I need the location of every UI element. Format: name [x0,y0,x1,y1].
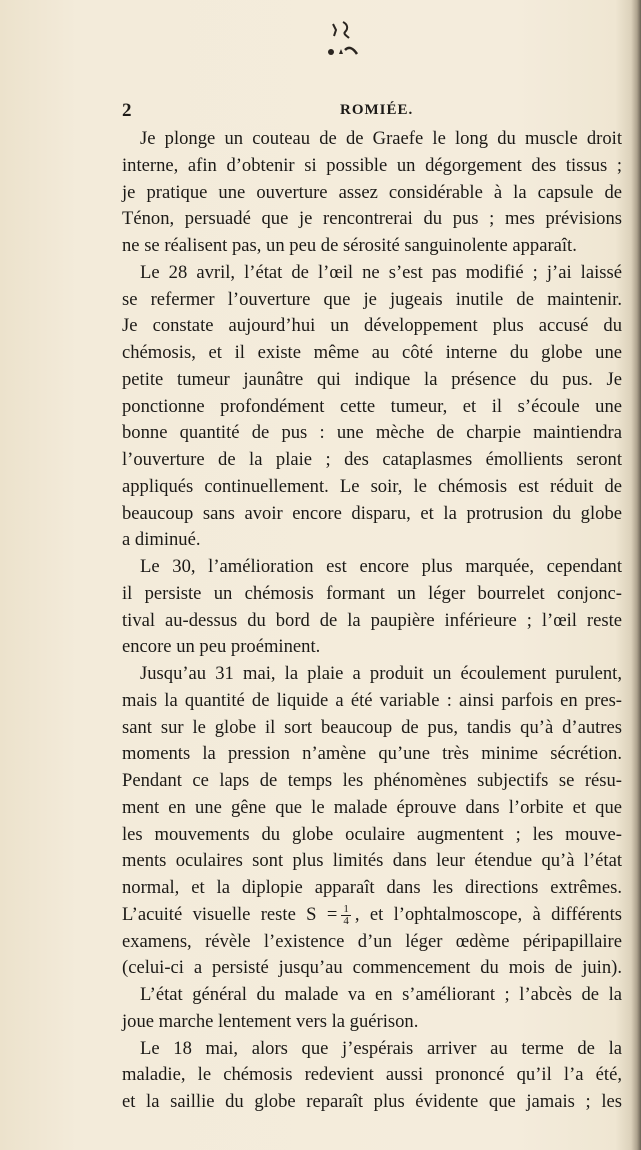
text-line: Je plonge un couteau de de Graefe le long du muscle droit [140,128,622,149]
page-edge-shadow [631,0,641,1150]
text-line: ne se réalisent pas, un peu de sérosité sanguinolente apparaît. [122,235,577,256]
text-line: (celui-ci a persisté jusqu’au commencement du mois de juin). [122,957,622,979]
text-line: Le 30, l’amélioration est encore plus marquée, cependant [140,556,622,577]
text-line: l’ouverture de la plaie ; des cataplasmes émollients seront [122,449,622,470]
text-line: ment en une gêne que le malade éprouve dans l’orbite et que [122,796,622,818]
acuity-line [122,902,622,929]
text-line: Je constate aujourd’hui un développement plus accusé du [122,315,622,337]
fraction-denominator: 4 [343,914,349,927]
text-line: a diminué. [122,529,201,551]
page-header [122,100,578,124]
acuity-text-before: L’acuité visuelle reste S = [122,903,338,925]
text-line: maladie, le chémosis redevient aussi prononcé qu’il l’a été, [122,1064,622,1086]
text-line: beaucoup sans avoir encore disparu, et la protrusion du globe [122,502,622,524]
fraction-numerator: 1 [343,902,349,915]
body-text [122,126,622,1116]
acuity-text-after: , et l’ophtalmoscope, à différents [354,903,622,925]
text-line: il persiste un chémosis formant un léger bourrelet conjonc- [122,582,622,604]
text-line: et la saillie du globe reparaît plus évidente que jamais ; les [122,1091,622,1112]
text-line: chémosis, et il existe même au côté interne du globe une [122,342,622,363]
text-line: appliqués continuellement. Le soir, le chémosis est réduit de [122,475,622,497]
text-line: tival au-dessus du bord de la paupière inférieure ; l’œil reste [122,609,622,631]
ink-stamp-mark [323,16,363,66]
running-title: ROMIÉE. [340,102,414,118]
acuity-fraction [341,904,351,927]
text-line: encore un peu proéminent. [122,636,321,658]
text-line: L’état général du malade va en s’améliorant ; l’abcès de la [140,984,622,1005]
text-line: Le 28 avril, l’état de l’œil ne s’est pas modifié ; j’ai laissé [140,261,622,283]
text-line: interne, afin d’obtenir si possible un dégorgement des tissus ; [122,154,622,176]
text-line: petite tumeur jaunâtre qui indique la présence du pus. Je [122,368,622,390]
text-line: se refermer l’ouverture que je jugeais inutile de maintenir. [122,288,622,310]
text-line: je pratique une ouverture assez considérable à la capsule de [122,181,622,203]
text-line: Jusqu’au 31 mai, la plaie a produit un écoulement purulent, [140,663,622,684]
text-line: moments la pression n’amène qu’une très minime sécrétion. [122,743,622,765]
text-line: bonne quantité de pus : une mèche de charpie maintiendra [122,422,622,444]
text-line: ponctionne profondément cette tumeur, et il s’écoule une [122,395,622,417]
page-number: 2 [122,100,132,121]
text-line: normal, et la diplopie apparaît dans les directions extrêmes. [122,877,622,898]
text-line: Pendant ce laps de temps les phénomènes subjectifs se résu- [122,770,622,791]
text-line: Le 18 mai, alors que j’espérais arriver au terme de la [140,1037,622,1059]
text-line: les mouvements du globe oculaire augmentent ; les mouve- [122,823,622,845]
text-line: examens, révèle l’existence d’un léger œdème péripapillaire [122,930,622,952]
text-line: sant sur le globe il sort beaucoup de pus, tandis qu’à d’autres [122,716,622,738]
text-line: ments oculaires sont plus limités dans leur étendue qu’à l’état [122,850,622,872]
text-line: joue marche lentement vers la guérison. [122,1010,419,1032]
text-line: Ténon, persuadé que je rencontrerai du pus ; mes prévisions [122,208,622,230]
text-line: mais la quantité de liquide a été variable : ainsi parfois en pres- [122,689,622,711]
